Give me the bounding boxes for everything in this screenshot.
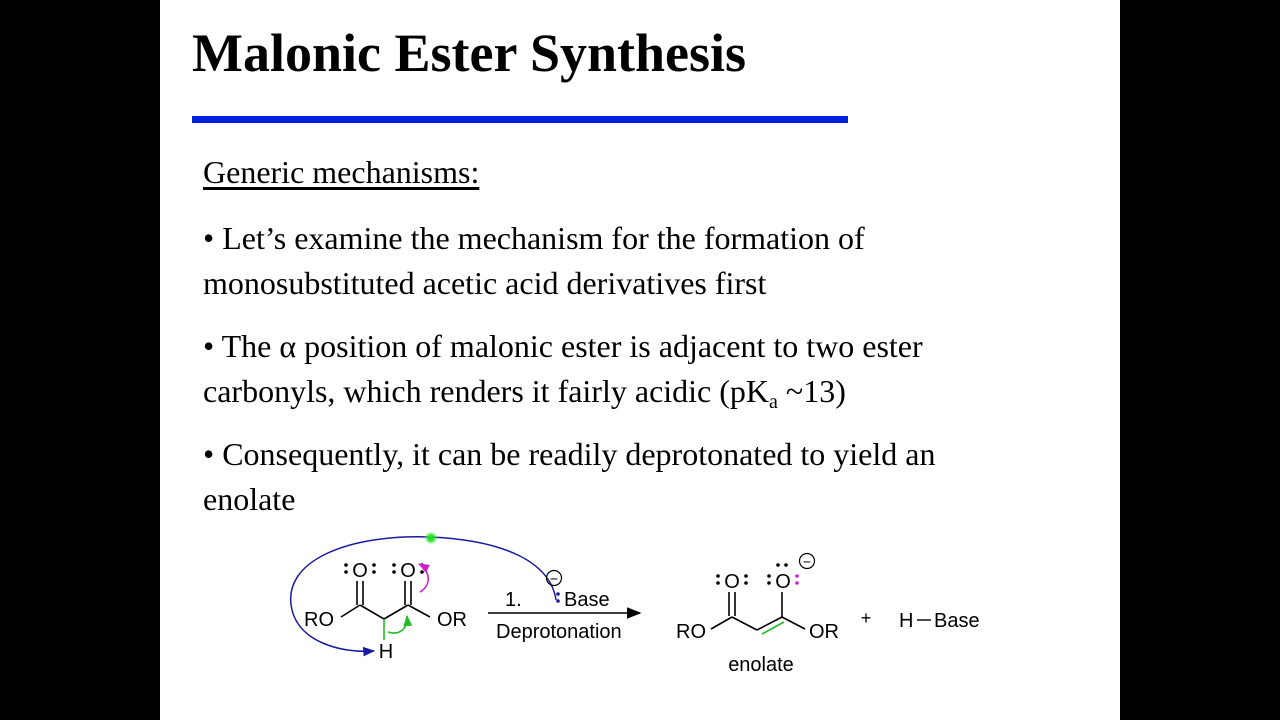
product-or-label: OR	[809, 621, 839, 643]
bullet-2	[203, 324, 923, 414]
enolate-structure	[711, 592, 805, 634]
slide-title: Malonic Ester Synthesis	[192, 23, 747, 83]
bullet-2-line-1: • The α position of malonic ester is adjacent to two ester	[203, 328, 923, 364]
svg-text:−: −	[802, 553, 812, 570]
bullet-2-line-2	[203, 369, 923, 414]
bullet-3-line-1: • Consequently, it can be readily deprotonated to yield an	[203, 436, 936, 472]
reaction-scheme	[160, 520, 1120, 720]
pointer-cursor	[424, 531, 438, 545]
base-label: Base	[564, 589, 610, 611]
subheading: Generic mechanisms:	[203, 154, 480, 190]
byproduct-hydrogen: H	[899, 610, 914, 632]
enolate-charge	[800, 554, 815, 570]
bullet-3	[203, 432, 935, 522]
reactant-or-label: OR	[437, 609, 467, 631]
bullet-1-line-2: monosubstituted acetic acid derivatives first	[203, 265, 767, 301]
curved-arrow-ch-bond	[388, 616, 407, 633]
enolate-label: enolate	[728, 654, 794, 676]
pka-subscript: a	[769, 391, 778, 413]
bullet-1-line-1: • Let’s examine the mechanism for the formation of	[203, 220, 865, 256]
product-ro-label: RO	[676, 621, 706, 643]
base-lone-pair	[556, 592, 560, 603]
plus-sign: +	[860, 608, 872, 628]
bullet-2-line-2-text: carbonyls, which renders it fairly acidic (pK	[203, 373, 770, 409]
bullet-3-line-2: enolate	[203, 481, 296, 517]
svg-text:−: −	[549, 570, 559, 587]
reactant-oxygen-right: O	[400, 560, 416, 582]
byproduct-base: Base	[934, 610, 980, 632]
curved-arrow-co-bond	[419, 564, 428, 592]
base-charge	[547, 571, 562, 587]
alpha-hydrogen: H	[378, 641, 394, 663]
product-oxygen-right: O	[775, 571, 791, 593]
arrow-label-deprotonation: Deprotonation	[496, 621, 622, 643]
bullet-1	[203, 216, 865, 306]
step-number: 1.	[505, 589, 522, 611]
product-oxygen-left: O	[724, 571, 740, 593]
title-underline-bar	[192, 116, 848, 123]
malonic-ester-structure	[341, 581, 430, 640]
reactant-ro-label: RO	[304, 609, 334, 631]
reactant-oxygen-left: O	[352, 560, 368, 582]
slide	[160, 0, 1120, 720]
bullet-2-line-2-end: ~13)	[777, 373, 846, 409]
